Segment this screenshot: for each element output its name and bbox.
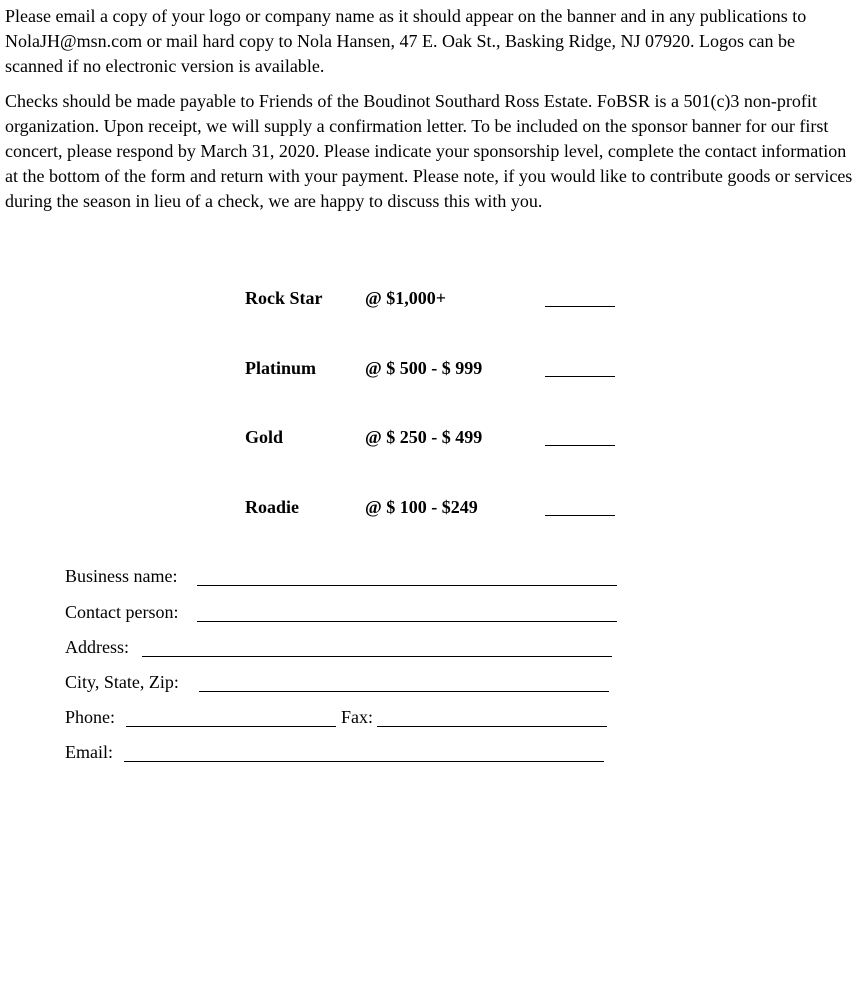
level-selection-blank[interactable] xyxy=(545,376,615,377)
phone-label: Phone: xyxy=(65,707,116,727)
level-name: Platinum xyxy=(245,358,317,378)
intro-paragraph-checks: Checks should be made payable to Friends of the Boudinot Southard Ross Estate. FoBSR is a 501(c)3 non-profit organization. Upon receipt, we will supply a confirmation letter. To be included on the sponsor banner for our first concert, please respond by March 31, 2020. Please indicate your sponsorship level, complete the contact information at the bottom of the form and return with your payment. Please note, if you would like to contribute goods or services during the season in lieu of a check, we are happy to discuss this with you. xyxy=(5,91,853,211)
level-selection-blank[interactable] xyxy=(545,306,615,307)
level-name: Roadie xyxy=(245,497,299,517)
address-row xyxy=(65,635,612,659)
address-field[interactable] xyxy=(142,656,612,657)
level-name: Rock Star xyxy=(245,288,323,308)
phone-field[interactable] xyxy=(126,726,336,727)
intro-paragraph-email: Please email a copy of your logo or company name as it should appear on the banner and in any publications to NolaJH@msn.com or mail hard copy to Nola Hansen, 47 E. Oak St., Basking Ridge, NJ 07920. Logos can be scanned if no electronic version is available. xyxy=(5,6,807,76)
business-name-field[interactable] xyxy=(197,585,617,586)
level-price: @ $ 500 - $ 999 xyxy=(365,358,483,378)
business-name-row xyxy=(65,564,617,588)
level-price: @ $ 100 - $249 xyxy=(365,497,478,517)
fax-field[interactable] xyxy=(377,726,607,727)
level-price: @ $1,000+ xyxy=(365,288,446,308)
contact-person-row xyxy=(65,600,617,624)
city-state-zip-field[interactable] xyxy=(199,691,609,692)
level-selection-blank[interactable] xyxy=(545,445,615,446)
level-selection-blank[interactable] xyxy=(545,515,615,516)
level-price: @ $ 250 - $ 499 xyxy=(365,427,483,447)
email-field[interactable] xyxy=(124,761,604,762)
contact-person-field[interactable] xyxy=(197,621,617,622)
email-row xyxy=(65,740,604,764)
contact-person-label: Contact person: xyxy=(65,602,179,622)
city-state-zip-label: City, State, Zip: xyxy=(65,672,179,692)
level-name: Gold xyxy=(245,427,284,447)
email-label: Email: xyxy=(65,742,113,762)
business-name-label: Business name: xyxy=(65,566,178,586)
address-label: Address: xyxy=(65,637,129,657)
fax-label: Fax: xyxy=(341,707,374,727)
phone-fax-row xyxy=(65,705,607,729)
city-state-zip-row xyxy=(65,670,609,694)
